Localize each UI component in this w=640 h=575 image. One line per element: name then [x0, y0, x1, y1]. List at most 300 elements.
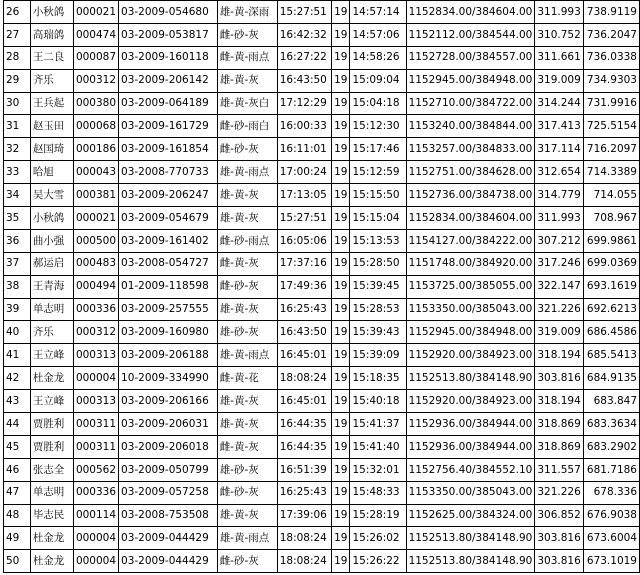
arrival-time-cell: 15:12:59: [350, 161, 406, 184]
speed-cell: 734.9303: [583, 69, 639, 92]
arrival-time-cell: 14:57:14: [350, 1, 406, 24]
distance-cell: 321.226: [535, 298, 583, 321]
rank-cell: 41: [4, 344, 31, 367]
rank-cell: 47: [4, 481, 31, 504]
arrival-time-cell: 15:17:46: [350, 138, 406, 161]
table-row: [4, 481, 640, 504]
start-time-cell: 17:12:29: [277, 92, 331, 115]
rank-cell: 45: [4, 435, 31, 458]
pigeon-attr-cell: 雄-黄-灰: [217, 504, 277, 527]
pigeon-attr-cell: 雄-黄-灰: [217, 298, 277, 321]
fancier-name-cell: 小秋鸽: [30, 1, 73, 24]
distance-cell: 319.009: [535, 321, 583, 344]
arrival-time-cell: 15:04:18: [350, 92, 406, 115]
member-id-cell: 000043: [73, 161, 118, 184]
table-body: [4, 1, 640, 573]
table-row: [4, 69, 640, 92]
day-cell: 19: [332, 344, 350, 367]
speed-cell: 725.5154: [583, 115, 639, 138]
fancier-name-cell: 杜金龙: [30, 527, 73, 550]
distance-cell: 303.816: [535, 550, 583, 573]
arrival-time-cell: 15:32:01: [350, 458, 406, 481]
start-time-cell: 16:43:50: [277, 321, 331, 344]
distance-cell: 317.114: [535, 138, 583, 161]
rank-cell: 31: [4, 115, 31, 138]
coordinate-cell: 1152513.80/384148.90: [406, 367, 535, 390]
speed-cell: 736.2047: [583, 23, 639, 46]
start-time-cell: 15:27:51: [277, 207, 331, 230]
rank-cell: 46: [4, 458, 31, 481]
arrival-time-cell: 15:09:04: [350, 69, 406, 92]
table-row: [4, 321, 640, 344]
distance-cell: 318.194: [535, 344, 583, 367]
distance-cell: 318.194: [535, 390, 583, 413]
member-id-cell: 000474: [73, 23, 118, 46]
coordinate-cell: 1152513.80/384148.90: [406, 527, 535, 550]
arrival-time-cell: 15:18:35: [350, 367, 406, 390]
day-cell: 19: [332, 458, 350, 481]
arrival-time-cell: 15:39:45: [350, 275, 406, 298]
table-row: [4, 435, 640, 458]
rank-cell: 29: [4, 69, 31, 92]
coordinate-cell: 1153350.00/385043.00: [406, 481, 535, 504]
ring-number-cell: 03-2009-257555: [119, 298, 218, 321]
table-row: [4, 115, 640, 138]
pigeon-attr-cell: 雄-黄-灰: [217, 413, 277, 436]
coordinate-cell: 1152756.40/384552.10: [406, 458, 535, 481]
table-row: [4, 367, 640, 390]
start-time-cell: 17:39:06: [277, 504, 331, 527]
start-time-cell: 16:00:33: [277, 115, 331, 138]
coordinate-cell: 1152736.00/384738.00: [406, 184, 535, 207]
table-row: [4, 390, 640, 413]
coordinate-cell: 1152936.00/384944.00: [406, 413, 535, 436]
pigeon-attr-cell: 雄-黄-深雨: [217, 1, 277, 24]
member-id-cell: 000004: [73, 527, 118, 550]
pigeon-attr-cell: 雄-黄-雨点: [217, 527, 277, 550]
speed-cell: 738.9119: [583, 1, 639, 24]
day-cell: 19: [332, 504, 350, 527]
distance-cell: 306.852: [535, 504, 583, 527]
ring-number-cell: 03-2009-044429: [119, 527, 218, 550]
day-cell: 19: [332, 481, 350, 504]
day-cell: 19: [332, 252, 350, 275]
distance-cell: 317.246: [535, 252, 583, 275]
day-cell: 19: [332, 23, 350, 46]
fancier-name-cell: 张志全: [30, 458, 73, 481]
arrival-time-cell: 15:28:19: [350, 504, 406, 527]
rank-cell: 26: [4, 1, 31, 24]
speed-cell: 678.336: [583, 481, 639, 504]
fancier-name-cell: 王青海: [30, 275, 73, 298]
arrival-time-cell: 14:58:26: [350, 46, 406, 69]
start-time-cell: 16:11:01: [277, 138, 331, 161]
coordinate-cell: 1152625.00/384324.00: [406, 504, 535, 527]
arrival-time-cell: 15:13:53: [350, 229, 406, 252]
start-time-cell: 17:37:16: [277, 252, 331, 275]
ring-number-cell: 03-2009-054679: [119, 207, 218, 230]
day-cell: 19: [332, 1, 350, 24]
table-row: [4, 1, 640, 24]
distance-cell: 318.869: [535, 435, 583, 458]
ring-number-cell: 03-2008-753508: [119, 504, 218, 527]
day-cell: 19: [332, 413, 350, 436]
fancier-name-cell: 毕志民: [30, 504, 73, 527]
day-cell: 19: [332, 390, 350, 413]
fancier-name-cell: 小秋鸽: [30, 207, 73, 230]
pigeon-attr-cell: 雄-黄-雨点: [217, 161, 277, 184]
coordinate-cell: 1153257.00/384833.00: [406, 138, 535, 161]
distance-cell: 311.661: [535, 46, 583, 69]
pigeon-attr-cell: 雌-砂-灰: [217, 23, 277, 46]
table-row: [4, 550, 640, 573]
table-row: [4, 46, 640, 69]
member-id-cell: 000021: [73, 207, 118, 230]
pigeon-attr-cell: 雄-黄-灰: [217, 207, 277, 230]
speed-cell: 683.3634: [583, 413, 639, 436]
day-cell: 19: [332, 161, 350, 184]
speed-cell: 681.7186: [583, 458, 639, 481]
fancier-name-cell: 王二良: [30, 46, 73, 69]
ring-number-cell: 03-2009-206166: [119, 390, 218, 413]
arrival-time-cell: 15:41:37: [350, 413, 406, 436]
coordinate-cell: 1152728.00/384557.00: [406, 46, 535, 69]
arrival-time-cell: 15:41:40: [350, 435, 406, 458]
day-cell: 19: [332, 527, 350, 550]
arrival-time-cell: 15:48:33: [350, 481, 406, 504]
ring-number-cell: 03-2009-206188: [119, 344, 218, 367]
fancier-name-cell: 赵玉田: [30, 115, 73, 138]
distance-cell: 303.816: [535, 367, 583, 390]
start-time-cell: 16:44:35: [277, 435, 331, 458]
ring-number-cell: 03-2008-770733: [119, 161, 218, 184]
pigeon-attr-cell: 雄-砂-灰: [217, 321, 277, 344]
ring-number-cell: 03-2009-057258: [119, 481, 218, 504]
member-id-cell: 000336: [73, 481, 118, 504]
start-time-cell: 16:43:50: [277, 69, 331, 92]
table-row: [4, 344, 640, 367]
member-id-cell: 000562: [73, 458, 118, 481]
member-id-cell: 000186: [73, 138, 118, 161]
speed-cell: 683.847: [583, 390, 639, 413]
member-id-cell: 000312: [73, 321, 118, 344]
start-time-cell: 17:00:24: [277, 161, 331, 184]
distance-cell: 311.557: [535, 458, 583, 481]
arrival-time-cell: 15:26:22: [350, 550, 406, 573]
start-time-cell: 16:05:06: [277, 229, 331, 252]
distance-cell: 312.654: [535, 161, 583, 184]
day-cell: 19: [332, 46, 350, 69]
pigeon-attr-cell: 雄-黄-灰白: [217, 92, 277, 115]
start-time-cell: 18:08:24: [277, 527, 331, 550]
member-id-cell: 000483: [73, 252, 118, 275]
fancier-name-cell: 王兵起: [30, 92, 73, 115]
start-time-cell: 15:27:51: [277, 1, 331, 24]
pigeon-attr-cell: 雄-黄-雨点: [217, 344, 277, 367]
rank-cell: 43: [4, 390, 31, 413]
ring-number-cell: 03-2009-064189: [119, 92, 218, 115]
day-cell: 19: [332, 229, 350, 252]
ring-number-cell: 10-2009-334990: [119, 367, 218, 390]
fancier-name-cell: 贾胜利: [30, 413, 73, 436]
rank-cell: 44: [4, 413, 31, 436]
speed-cell: 673.1019: [583, 550, 639, 573]
rank-cell: 37: [4, 252, 31, 275]
coordinate-cell: 1152936.00/384944.00: [406, 435, 535, 458]
day-cell: 19: [332, 367, 350, 390]
arrival-time-cell: 15:26:02: [350, 527, 406, 550]
table-row: [4, 458, 640, 481]
table-row: [4, 161, 640, 184]
speed-cell: 716.2097: [583, 138, 639, 161]
rank-cell: 40: [4, 321, 31, 344]
arrival-time-cell: 15:40:18: [350, 390, 406, 413]
ring-number-cell: 03-2009-160980: [119, 321, 218, 344]
member-id-cell: 000311: [73, 435, 118, 458]
arrival-time-cell: 15:28:53: [350, 298, 406, 321]
coordinate-cell: 1152751.00/384628.00: [406, 161, 535, 184]
coordinate-cell: 1152920.00/384923.00: [406, 344, 535, 367]
member-id-cell: 000313: [73, 390, 118, 413]
fancier-name-cell: 单志明: [30, 481, 73, 504]
rank-cell: 49: [4, 527, 31, 550]
start-time-cell: 18:08:24: [277, 550, 331, 573]
fancier-name-cell: 曲小强: [30, 229, 73, 252]
fancier-name-cell: 贾胜利: [30, 435, 73, 458]
table-row: [4, 504, 640, 527]
arrival-time-cell: 15:39:43: [350, 321, 406, 344]
speed-cell: 693.1619: [583, 275, 639, 298]
day-cell: 19: [332, 298, 350, 321]
day-cell: 19: [332, 138, 350, 161]
ring-number-cell: 03-2009-206018: [119, 435, 218, 458]
ring-number-cell: 03-2009-054680: [119, 1, 218, 24]
speed-cell: 692.6213: [583, 298, 639, 321]
pigeon-attr-cell: 雌-砂-灰: [217, 481, 277, 504]
ring-number-cell: 01-2009-118598: [119, 275, 218, 298]
pigeon-attr-cell: 雌-砂-灰: [217, 275, 277, 298]
day-cell: 19: [332, 321, 350, 344]
arrival-time-cell: 15:15:04: [350, 207, 406, 230]
speed-cell: 714.3389: [583, 161, 639, 184]
speed-cell: 731.9916: [583, 92, 639, 115]
arrival-time-cell: 15:39:09: [350, 344, 406, 367]
start-time-cell: 18:08:24: [277, 367, 331, 390]
ring-number-cell: 03-2009-161402: [119, 229, 218, 252]
rank-cell: 27: [4, 23, 31, 46]
table-row: [4, 207, 640, 230]
coordinate-cell: 1152945.00/384948.00: [406, 321, 535, 344]
rank-cell: 30: [4, 92, 31, 115]
coordinate-cell: 1152112.00/384544.00: [406, 23, 535, 46]
coordinate-cell: 1153350.00/385043.00: [406, 298, 535, 321]
speed-cell: 684.9135: [583, 367, 639, 390]
speed-cell: 676.9038: [583, 504, 639, 527]
arrival-time-cell: 15:28:50: [350, 252, 406, 275]
table-row: [4, 184, 640, 207]
start-time-cell: 16:25:43: [277, 298, 331, 321]
day-cell: 19: [332, 435, 350, 458]
ring-number-cell: 03-2009-206142: [119, 69, 218, 92]
member-id-cell: 000312: [73, 69, 118, 92]
distance-cell: 317.413: [535, 115, 583, 138]
fancier-name-cell: 杜金龙: [30, 550, 73, 573]
rank-cell: 28: [4, 46, 31, 69]
day-cell: 19: [332, 207, 350, 230]
day-cell: 19: [332, 550, 350, 573]
table-row: [4, 298, 640, 321]
distance-cell: 321.226: [535, 481, 583, 504]
ring-number-cell: 03-2009-206247: [119, 184, 218, 207]
member-id-cell: 000004: [73, 367, 118, 390]
day-cell: 19: [332, 92, 350, 115]
start-time-cell: 17:49:36: [277, 275, 331, 298]
distance-cell: 310.752: [535, 23, 583, 46]
ring-number-cell: 03-2009-206031: [119, 413, 218, 436]
fancier-name-cell: 高瑞鸽: [30, 23, 73, 46]
rank-cell: 34: [4, 184, 31, 207]
fancier-name-cell: 吴大雪: [30, 184, 73, 207]
coordinate-cell: 1154127.00/384222.00: [406, 229, 535, 252]
coordinate-cell: 1152834.00/384604.00: [406, 207, 535, 230]
coordinate-cell: 1152710.00/384722.00: [406, 92, 535, 115]
pigeon-attr-cell: 雌-黄-灰: [217, 435, 277, 458]
rank-cell: 33: [4, 161, 31, 184]
member-id-cell: 000004: [73, 550, 118, 573]
start-time-cell: 16:51:39: [277, 458, 331, 481]
fancier-name-cell: 哈旭: [30, 161, 73, 184]
distance-cell: 319.009: [535, 69, 583, 92]
distance-cell: 303.816: [535, 527, 583, 550]
table-row: [4, 23, 640, 46]
speed-cell: 699.0369: [583, 252, 639, 275]
table-row: [4, 229, 640, 252]
day-cell: 19: [332, 184, 350, 207]
fancier-name-cell: 单志明: [30, 298, 73, 321]
distance-cell: 318.869: [535, 413, 583, 436]
coordinate-cell: 1153240.00/384844.00: [406, 115, 535, 138]
distance-cell: 311.993: [535, 1, 583, 24]
pigeon-attr-cell: 雌-砂-灰: [217, 138, 277, 161]
fancier-name-cell: 王立峰: [30, 390, 73, 413]
table-row: [4, 527, 640, 550]
pigeon-attr-cell: 雌-砂-灰: [217, 550, 277, 573]
pigeon-attr-cell: 雄-黄-灰: [217, 69, 277, 92]
rank-cell: 36: [4, 229, 31, 252]
member-id-cell: 000114: [73, 504, 118, 527]
arrival-time-cell: 14:57:06: [350, 23, 406, 46]
ring-number-cell: 03-2009-044429: [119, 550, 218, 573]
results-table: [3, 0, 640, 573]
member-id-cell: 000068: [73, 115, 118, 138]
member-id-cell: 000494: [73, 275, 118, 298]
arrival-time-cell: 15:12:30: [350, 115, 406, 138]
speed-cell: 699.9861: [583, 229, 639, 252]
rank-cell: 39: [4, 298, 31, 321]
member-id-cell: 000380: [73, 92, 118, 115]
start-time-cell: 17:13:05: [277, 184, 331, 207]
start-time-cell: 16:27:22: [277, 46, 331, 69]
fancier-name-cell: 齐乐: [30, 69, 73, 92]
fancier-name-cell: 郝运启: [30, 252, 73, 275]
coordinate-cell: 1152513.80/384148.90: [406, 550, 535, 573]
coordinate-cell: 1152945.00/384948.00: [406, 69, 535, 92]
rank-cell: 35: [4, 207, 31, 230]
pigeon-attr-cell: 雄-黄-灰: [217, 390, 277, 413]
start-time-cell: 16:45:01: [277, 390, 331, 413]
member-id-cell: 000336: [73, 298, 118, 321]
fancier-name-cell: 杜金龙: [30, 367, 73, 390]
fancier-name-cell: 齐乐: [30, 321, 73, 344]
distance-cell: 322.147: [535, 275, 583, 298]
ring-number-cell: 03-2009-053817: [119, 23, 218, 46]
coordinate-cell: 1152834.00/384604.00: [406, 1, 535, 24]
rank-cell: 48: [4, 504, 31, 527]
rank-cell: 32: [4, 138, 31, 161]
start-time-cell: 16:42:32: [277, 23, 331, 46]
coordinate-cell: 1152920.00/384923.00: [406, 390, 535, 413]
member-id-cell: 000500: [73, 229, 118, 252]
fancier-name-cell: 赵国琦: [30, 138, 73, 161]
pigeon-attr-cell: 雄-黄-灰: [217, 184, 277, 207]
speed-cell: 686.4586: [583, 321, 639, 344]
arrival-time-cell: 15:15:50: [350, 184, 406, 207]
day-cell: 19: [332, 275, 350, 298]
ring-number-cell: 03-2009-161854: [119, 138, 218, 161]
pigeon-attr-cell: 雌-砂-雨点: [217, 229, 277, 252]
pigeon-attr-cell: 雌-黄-雨点: [217, 46, 277, 69]
member-id-cell: 000311: [73, 413, 118, 436]
start-time-cell: 16:25:43: [277, 481, 331, 504]
speed-cell: 683.2902: [583, 435, 639, 458]
speed-cell: 714.055: [583, 184, 639, 207]
member-id-cell: 000087: [73, 46, 118, 69]
ring-number-cell: 03-2009-160118: [119, 46, 218, 69]
member-id-cell: 000381: [73, 184, 118, 207]
start-time-cell: 16:45:01: [277, 344, 331, 367]
member-id-cell: 000313: [73, 344, 118, 367]
speed-cell: 685.5413: [583, 344, 639, 367]
start-time-cell: 16:44:35: [277, 413, 331, 436]
table-row: [4, 138, 640, 161]
day-cell: 19: [332, 115, 350, 138]
pigeon-attr-cell: 雌-黄-花: [217, 367, 277, 390]
rank-cell: 42: [4, 367, 31, 390]
distance-cell: 314.779: [535, 184, 583, 207]
rank-cell: 50: [4, 550, 31, 573]
ring-number-cell: 03-2008-054727: [119, 252, 218, 275]
fancier-name-cell: 王立峰: [30, 344, 73, 367]
speed-cell: 708.967: [583, 207, 639, 230]
table-row: [4, 413, 640, 436]
distance-cell: 314.244: [535, 92, 583, 115]
pigeon-attr-cell: 雄-砂-灰: [217, 458, 277, 481]
ring-number-cell: 03-2009-161729: [119, 115, 218, 138]
table-row: [4, 252, 640, 275]
table-row: [4, 275, 640, 298]
speed-cell: 736.0338: [583, 46, 639, 69]
rank-cell: 38: [4, 275, 31, 298]
day-cell: 19: [332, 69, 350, 92]
table-row: [4, 92, 640, 115]
coordinate-cell: 1153725.00/385055.00: [406, 275, 535, 298]
member-id-cell: 000021: [73, 1, 118, 24]
speed-cell: 673.6004: [583, 527, 639, 550]
coordinate-cell: 1151748.00/384920.00: [406, 252, 535, 275]
distance-cell: 307.212: [535, 229, 583, 252]
ring-number-cell: 03-2009-050799: [119, 458, 218, 481]
pigeon-attr-cell: 雌-砂-雨白: [217, 115, 277, 138]
